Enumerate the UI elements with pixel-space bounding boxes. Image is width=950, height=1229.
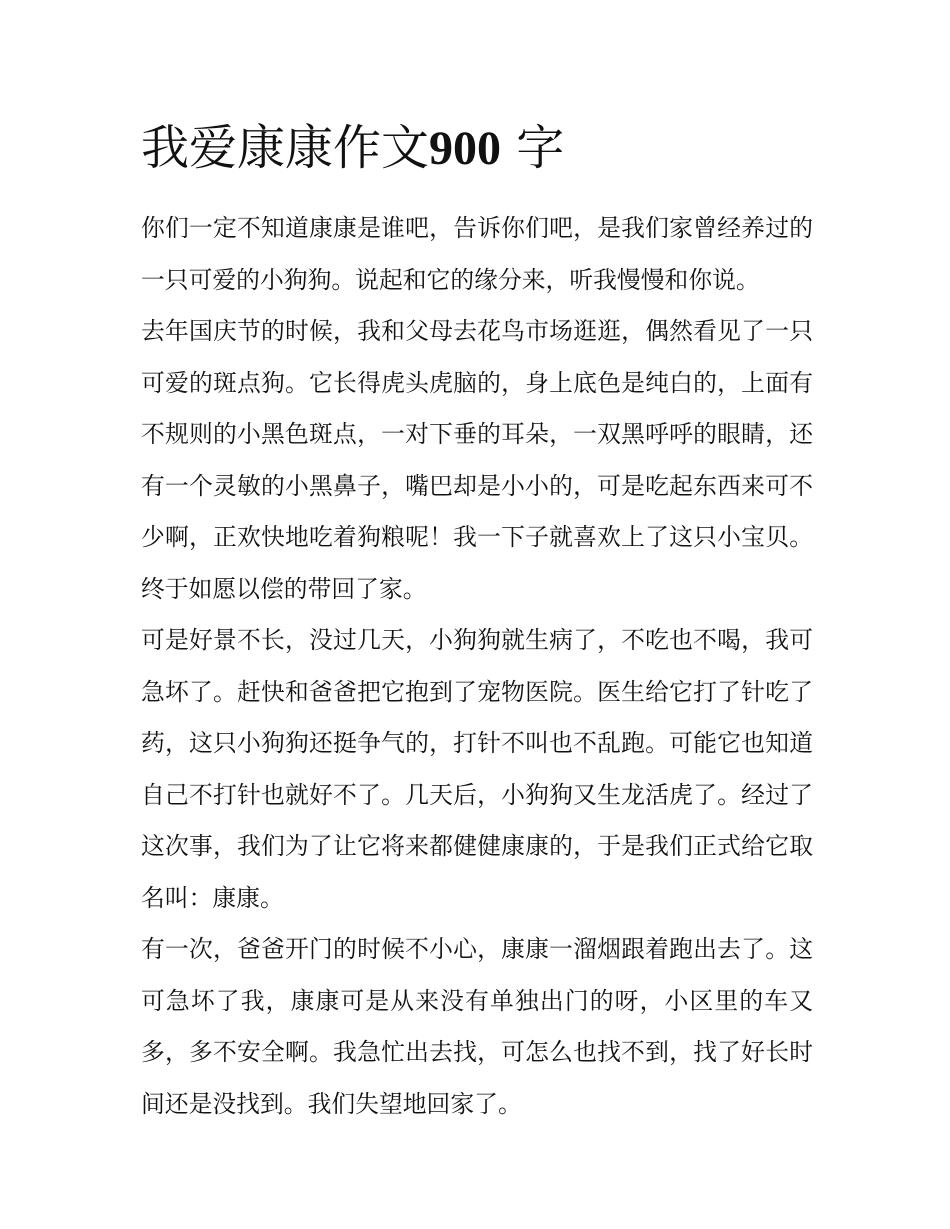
paragraph-4: 有一次，爸爸开门的时候不小心，康康一溜烟跟着跑出去了。这可急坏了我，康康可是从来没有单独出门的呀，小区里的车又多，多不安全啊。我急忙出去找，可怎么也找不到，找了好长时间还是没找到。我们失望地回家了。 <box>141 935 813 1118</box>
title-main: 我爱康康作文 <box>141 120 430 176</box>
paragraph-2: 去年国庆节的时候，我和父母去花鸟市场逛逛，偶然看见了一只可爱的斑点狗。它长得虎头虎脑的，身上底色是纯白的，上面有不规则的小黑色斑点，一对下垂的耳朵，一双黑呼呼的眼睛，还有一个灵敏的小黑鼻子，嘴巴却是小小的，可是吃起东西来可不少啊，正欢快地吃着狗粮呢！我一下子就喜欢上了这只小宝贝。终于如愿以偿的带回了家。 <box>141 317 813 603</box>
paragraph-3: 可是好景不长，没过几天，小狗狗就生病了，不吃也不喝，我可急坏了。赶快和爸爸把它抱到了宠物医院。医生给它打了针吃了药，这只小狗狗还挺争气的，打针不叫也不乱跑。可能它也知道自己不打针也就好不了。几天后，小狗狗又生龙活虎了。经过了这次事，我们为了让它将来都健健康康的，于是我们正式给它取名叫：康康。 <box>141 626 813 912</box>
title-number: 900 <box>429 122 502 175</box>
title-suffix: 字 <box>516 120 565 176</box>
paragraph-1: 你们一定不知道康康是谁吧，告诉你们吧，是我们家曾经养过的一只可爱的小狗狗。说起和它的缘分来，听我慢慢和你说。 <box>141 214 813 294</box>
document-title <box>141 112 813 185</box>
document-body <box>141 112 813 1130</box>
